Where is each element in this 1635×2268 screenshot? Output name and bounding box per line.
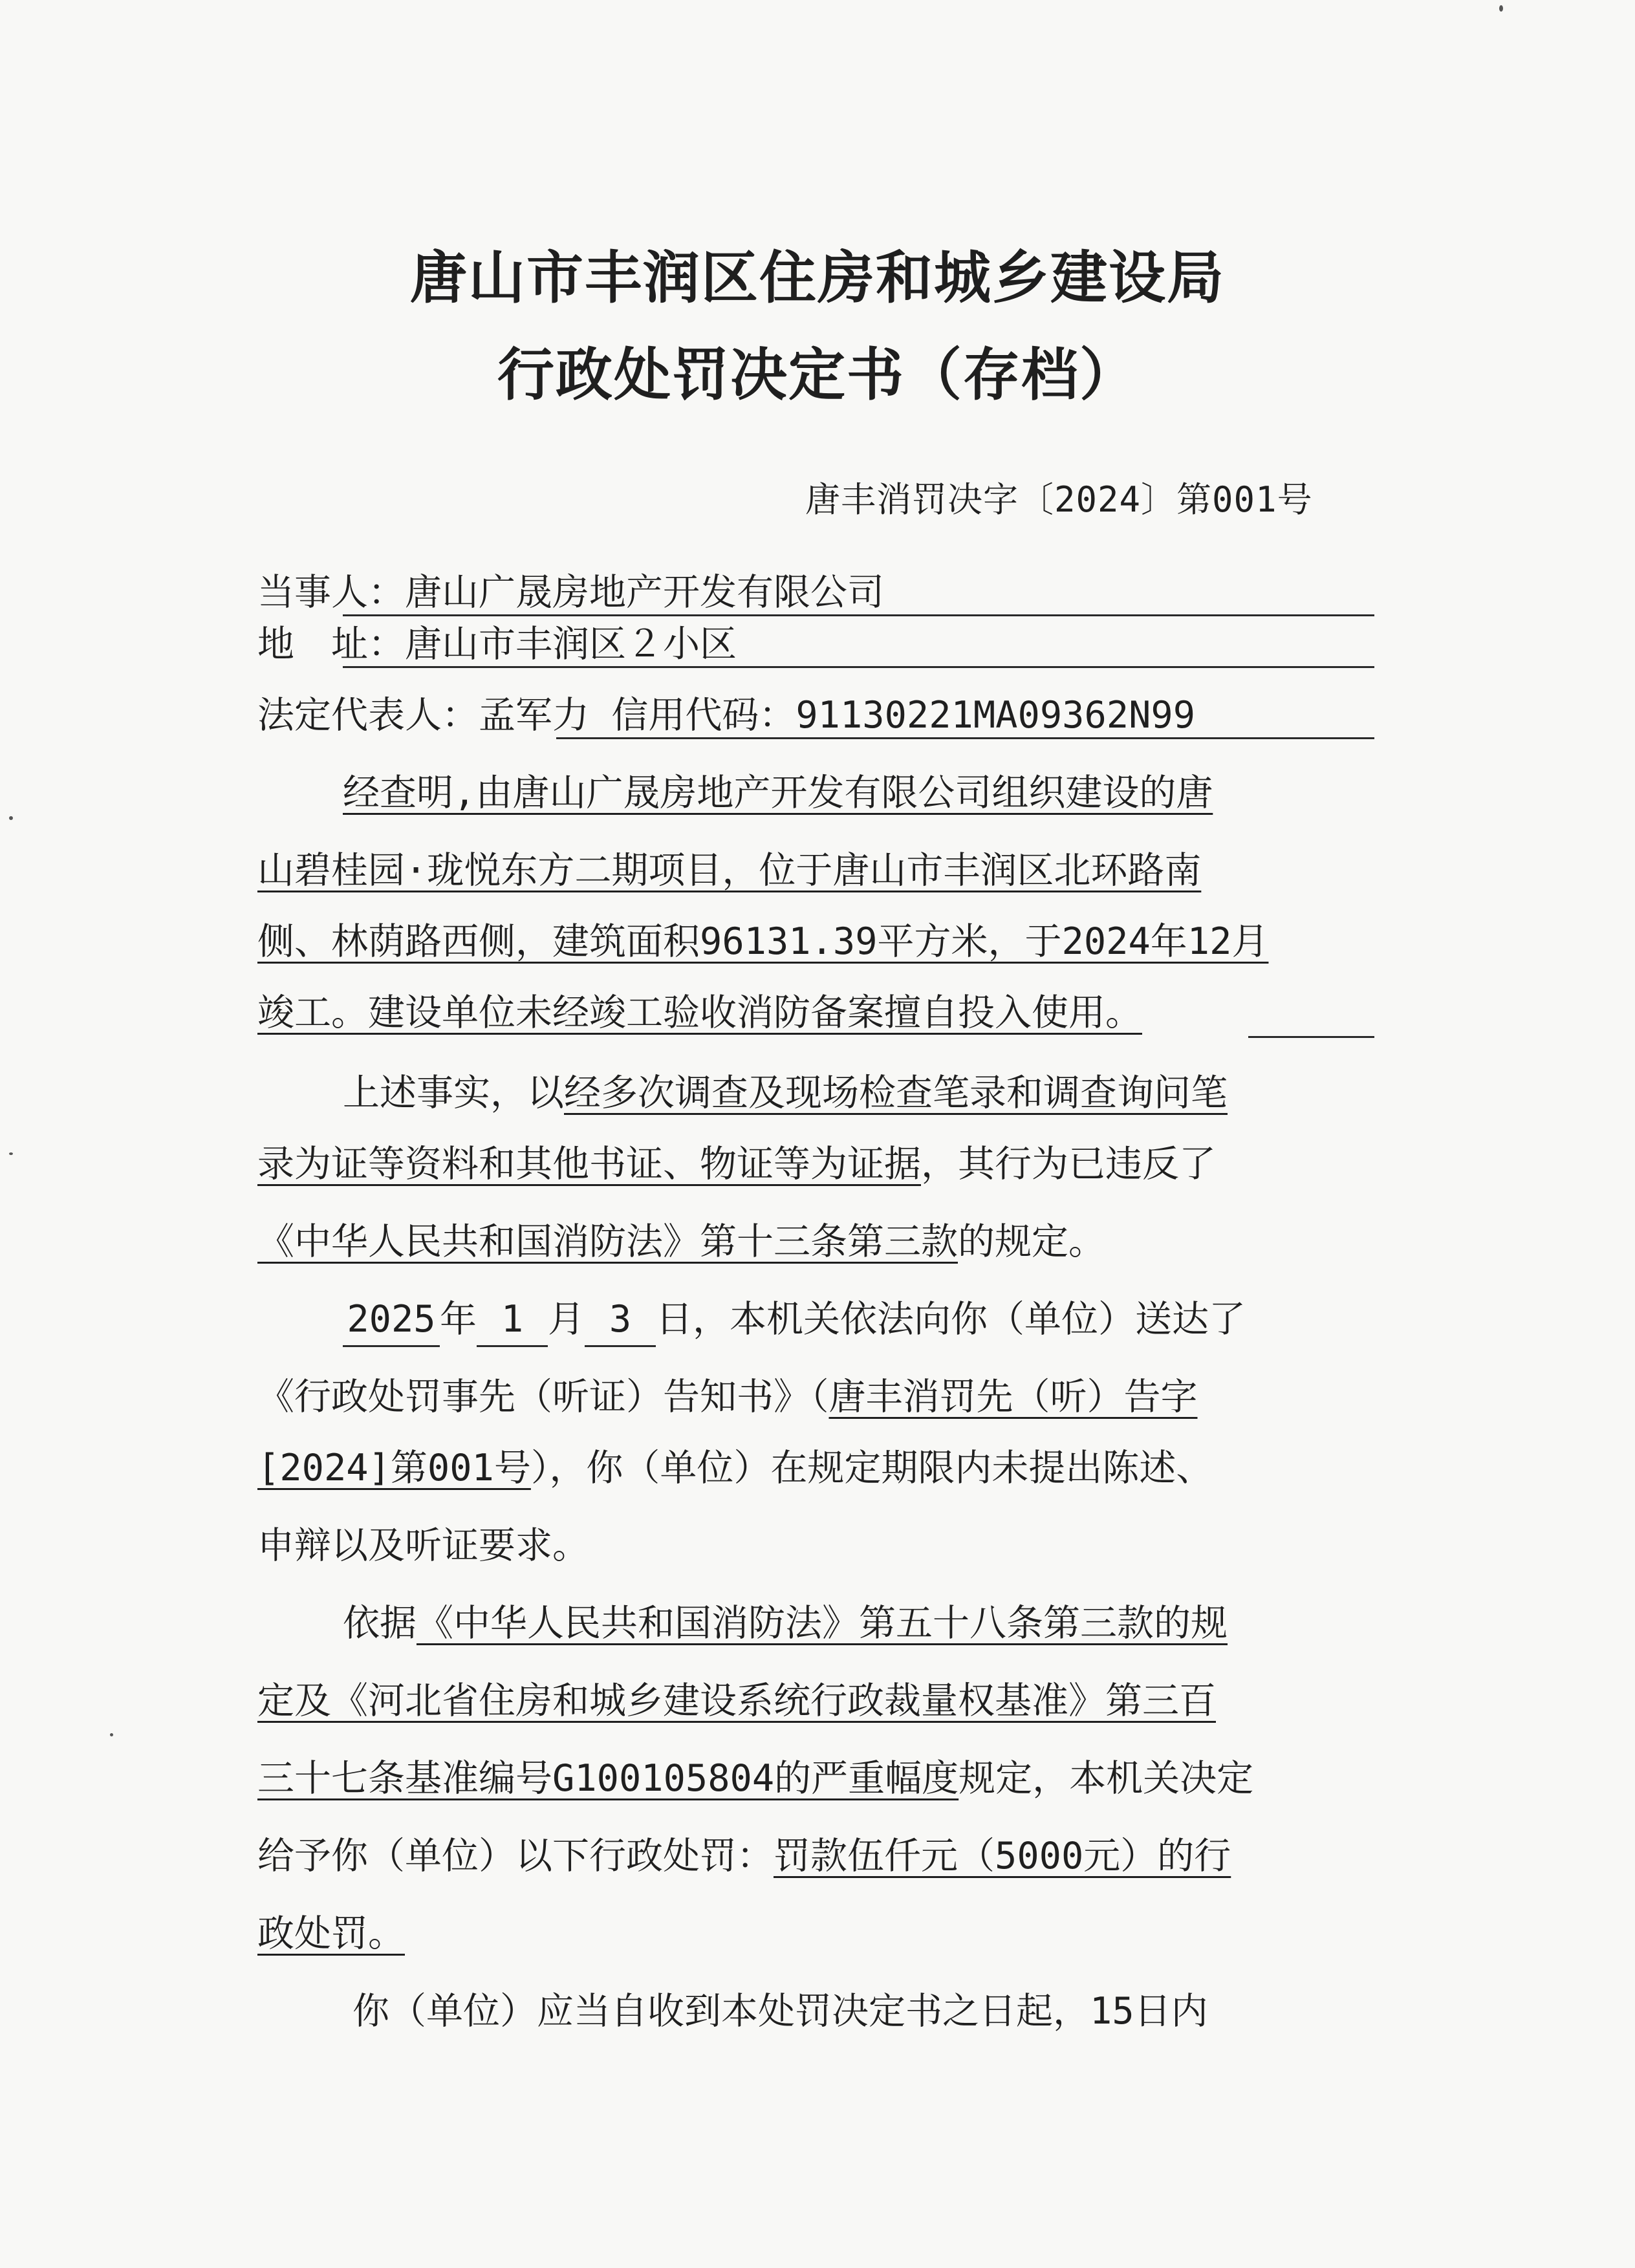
basis-line-1: 依据《中华人民共和国消防法》第五十八条第三款的规 [343,1602,1228,1645]
evidence-line-2: 录为证等资料和其他书证、物证等为证据，其行为已违反了 [257,1143,1216,1185]
credit-code: 91130221MA09362N99 [796,694,1196,737]
agency-title: 唐山市丰润区住房和城乡建设局 [409,244,1225,311]
credit-code-label: 信用代码： [611,694,796,737]
basis-line-2: 定及《河北省住房和城乡建设系统行政裁量权基准》第三百 [257,1679,1216,1722]
penalty-amount: 罚款伍仟元（5000元）的行 [774,1835,1231,1877]
scan-speck [110,1733,113,1736]
rep-label: 法定代表人： [257,694,479,737]
facts-line-3: 侧、林荫路西侧，建筑面积96131.39平方米，于2024年12月 [257,920,1269,963]
evidence-line-3: 《中华人民共和国消防法》第十三条第三款的规定。 [257,1220,1105,1263]
scan-speck [9,1152,13,1155]
notice-line-2: 《行政处罚事先（听证）告知书》（唐丰消罚先（听）告字 [257,1376,1198,1418]
notice-line-1: 2025 年 1 月 3 日，本机关依法向你（单位）送达了 [343,1287,1371,1352]
party-name-label: 当事人： [257,571,405,614]
facts-line-2: 山碧桂园·珑悦东方二期项目，位于唐山市丰润区北环路南 [257,849,1202,892]
address-underline [343,666,1374,668]
basis-line-5: 政处罚。 [257,1912,405,1955]
basis-line-3: 三十七条基准编号G100105804的严重幅度规定，本机关决定 [257,1757,1254,1800]
scan-speck [9,816,13,820]
scan-speck [1499,5,1503,12]
document-number: 唐丰消罚决字〔2024〕第001号 [805,479,1313,520]
closing-line-1: 你（单位）应当自收到本处罚决定书之日起，15日内 [352,1990,1208,2033]
evidence-line-1: 上述事实，以经多次调查及现场检查笔录和调查询问笔 [343,1072,1228,1114]
notice-day: 3 [585,1293,656,1347]
rep-name: 孟军力 [479,694,589,737]
notice-month: 1 [477,1293,548,1347]
facts-underline-tail [1248,1036,1374,1038]
notice-line-3: [2024]第001号），你（单位）在规定期限内未提出陈述、 [257,1447,1213,1489]
law-reference: 《中华人民共和国消防法》第十三条第三款 [257,1220,958,1263]
notice-year: 2025 [343,1293,440,1347]
address-label: 地 址： [257,623,405,665]
address-value: 唐山市丰润区２小区 [405,623,737,665]
notice-line-4: 申辩以及听证要求。 [257,1524,589,1567]
document-title: 行政处罚决定书（存档） [497,341,1138,408]
facts-line-1: 经查明,由唐山广晟房地产开发有限公司组织建设的唐 [343,772,1213,814]
facts-line-4: 竣工。建设单位未经竣工验收消防备案擅自投入使用。 [257,991,1142,1034]
party-name: 唐山广晟房地产开发有限公司 [405,571,884,614]
basis-line-4: 给予你（单位）以下行政处罚：罚款伍仟元（5000元）的行 [257,1835,1231,1877]
representative-underline [556,737,1374,739]
